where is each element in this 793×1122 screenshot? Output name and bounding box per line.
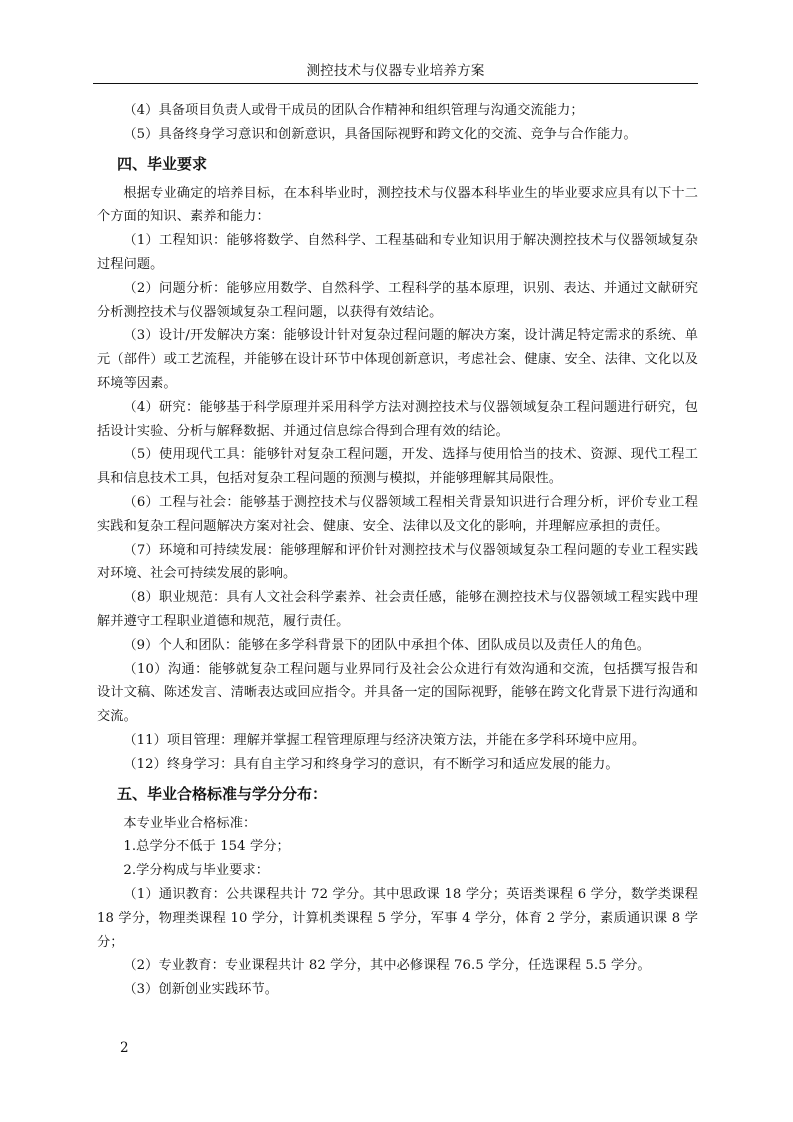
requirement-item-12: （12）终身学习：具有自主学习和终身学习的意识，有不断学习和适应发展的能力。 [123,756,619,772]
requirement-item-10: （10）沟通：能够就复杂工程问题与业界同行及社会公众进行有效沟通和交流，包括撰写报告和设计文稿、陈述发言、清晰表达或回应指令。并具备一定的国际视野，能够在跨文化背景下进行沟通和交流。 [97,661,698,725]
requirement-item-1: （1）工程知识：能够将数学、自然科学、工程基础和专业知识用于解决测控技术与仪器领域复杂过程问题。 [97,233,698,272]
document-body [97,99,698,1002]
section-heading-credit-standards: 五、毕业合格标准与学分分布： [117,784,328,803]
credit-general-education: （1）通识教育：公共课程共计 72 学分。其中思政课 18 学分；英语类课程 6 学分，数学类课程 18 学分，物理类课程 10 学分，计算机类课程 5 学分，军事 4 学分，体育 2 学分，素质通识课 8 学分； [97,886,698,950]
section-heading-graduation-requirements: 四、毕业要求 [117,154,208,173]
requirements-intro: 根据专业确定的培养目标，在本科毕业时，测控技术与仪器本科毕业生的毕业要求应具有以下十二个方面的知识、素养和能力： [97,185,698,225]
standard-credit-composition: 2.学分构成与毕业要求： [123,863,270,879]
requirement-item-8: （8）职业规范：具有人文社会科学素养、社会责任感，能够在测控技术与仪器领域工程实践中理解并遵守工程职业道德和规范，履行责任。 [97,590,698,629]
credit-innovation-practice: （3）创新创业实践环节。 [123,982,279,998]
running-header-title: 测控技术与仪器专业培养方案 [306,63,485,79]
goal-item-4: （4）具备项目负责人或骨干成员的团队合作精神和组织管理与沟通交流能力； [123,103,584,118]
requirement-item-11: （11）项目管理：理解并掌握工程管理原理与经济决策方法，并能在多学科环境中应用。 [123,732,646,748]
goal-item-5: （5）具备终身学习意识和创新意识，具备国际视野和跨文化的交流、竞争与合作能力。 [123,126,637,142]
standards-intro: 本专业毕业合格标准： [123,815,257,831]
requirement-item-6: （6）工程与社会：能够基于测控技术与仪器领域工程相关背景知识进行合理分析，评价专业工程实践和复杂工程问题解决方案对社会、健康、安全、法律以及文化的影响，并理解应承担的责任。 [97,494,698,534]
credit-professional-education: （2）专业教育：专业课程共计 82 学分，其中必修课程 76.5 学分，任选课程 5.5 学分。 [123,958,651,974]
page-number: 2 [120,1040,129,1056]
standard-total-credits: 1.总学分不低于 154 学分； [123,839,290,855]
requirement-item-4: （4）研究：能够基于科学原理并采用科学方法对测控技术与仪器领域复杂工程问题进行研究，包括设计实验、分析与解释数据、并通过信息综合得到合理有效的结论。 [97,399,698,439]
requirement-item-5: （5）使用现代工具：能够针对复杂工程问题，开发、选择与使用恰当的技术、资源、现代工程工具和信息技术工具，包括对复杂工程问题的预测与模拟，并能够理解其局限性。 [97,447,698,487]
requirement-item-9: （9）个人和团队：能够在多学科背景下的团队中承担个体、团队成员以及责任人的角色。 [123,637,651,653]
header-divider [93,83,698,84]
requirement-item-7: （7）环境和可持续发展：能够理解和评价针对测控技术与仪器领域复杂工程问题的专业工程实践对环境、社会可持续发展的影响。 [97,542,698,582]
requirement-item-2: （2）问题分析：能够应用数学、自然科学、工程科学的基本原理，识别、表达、并通过文献研究分析测控技术与仪器领域复杂工程问题，以获得有效结论。 [97,280,698,320]
requirement-item-3: （3）设计/开发解决方案：能够设计针对复杂过程问题的解决方案，设计满足特定需求的系统、单元（部件）或工艺流程，并能够在设计环节中体现创新意识，考虑社会、健康、安全、法律、文化以及环境等因素。 [97,328,698,391]
